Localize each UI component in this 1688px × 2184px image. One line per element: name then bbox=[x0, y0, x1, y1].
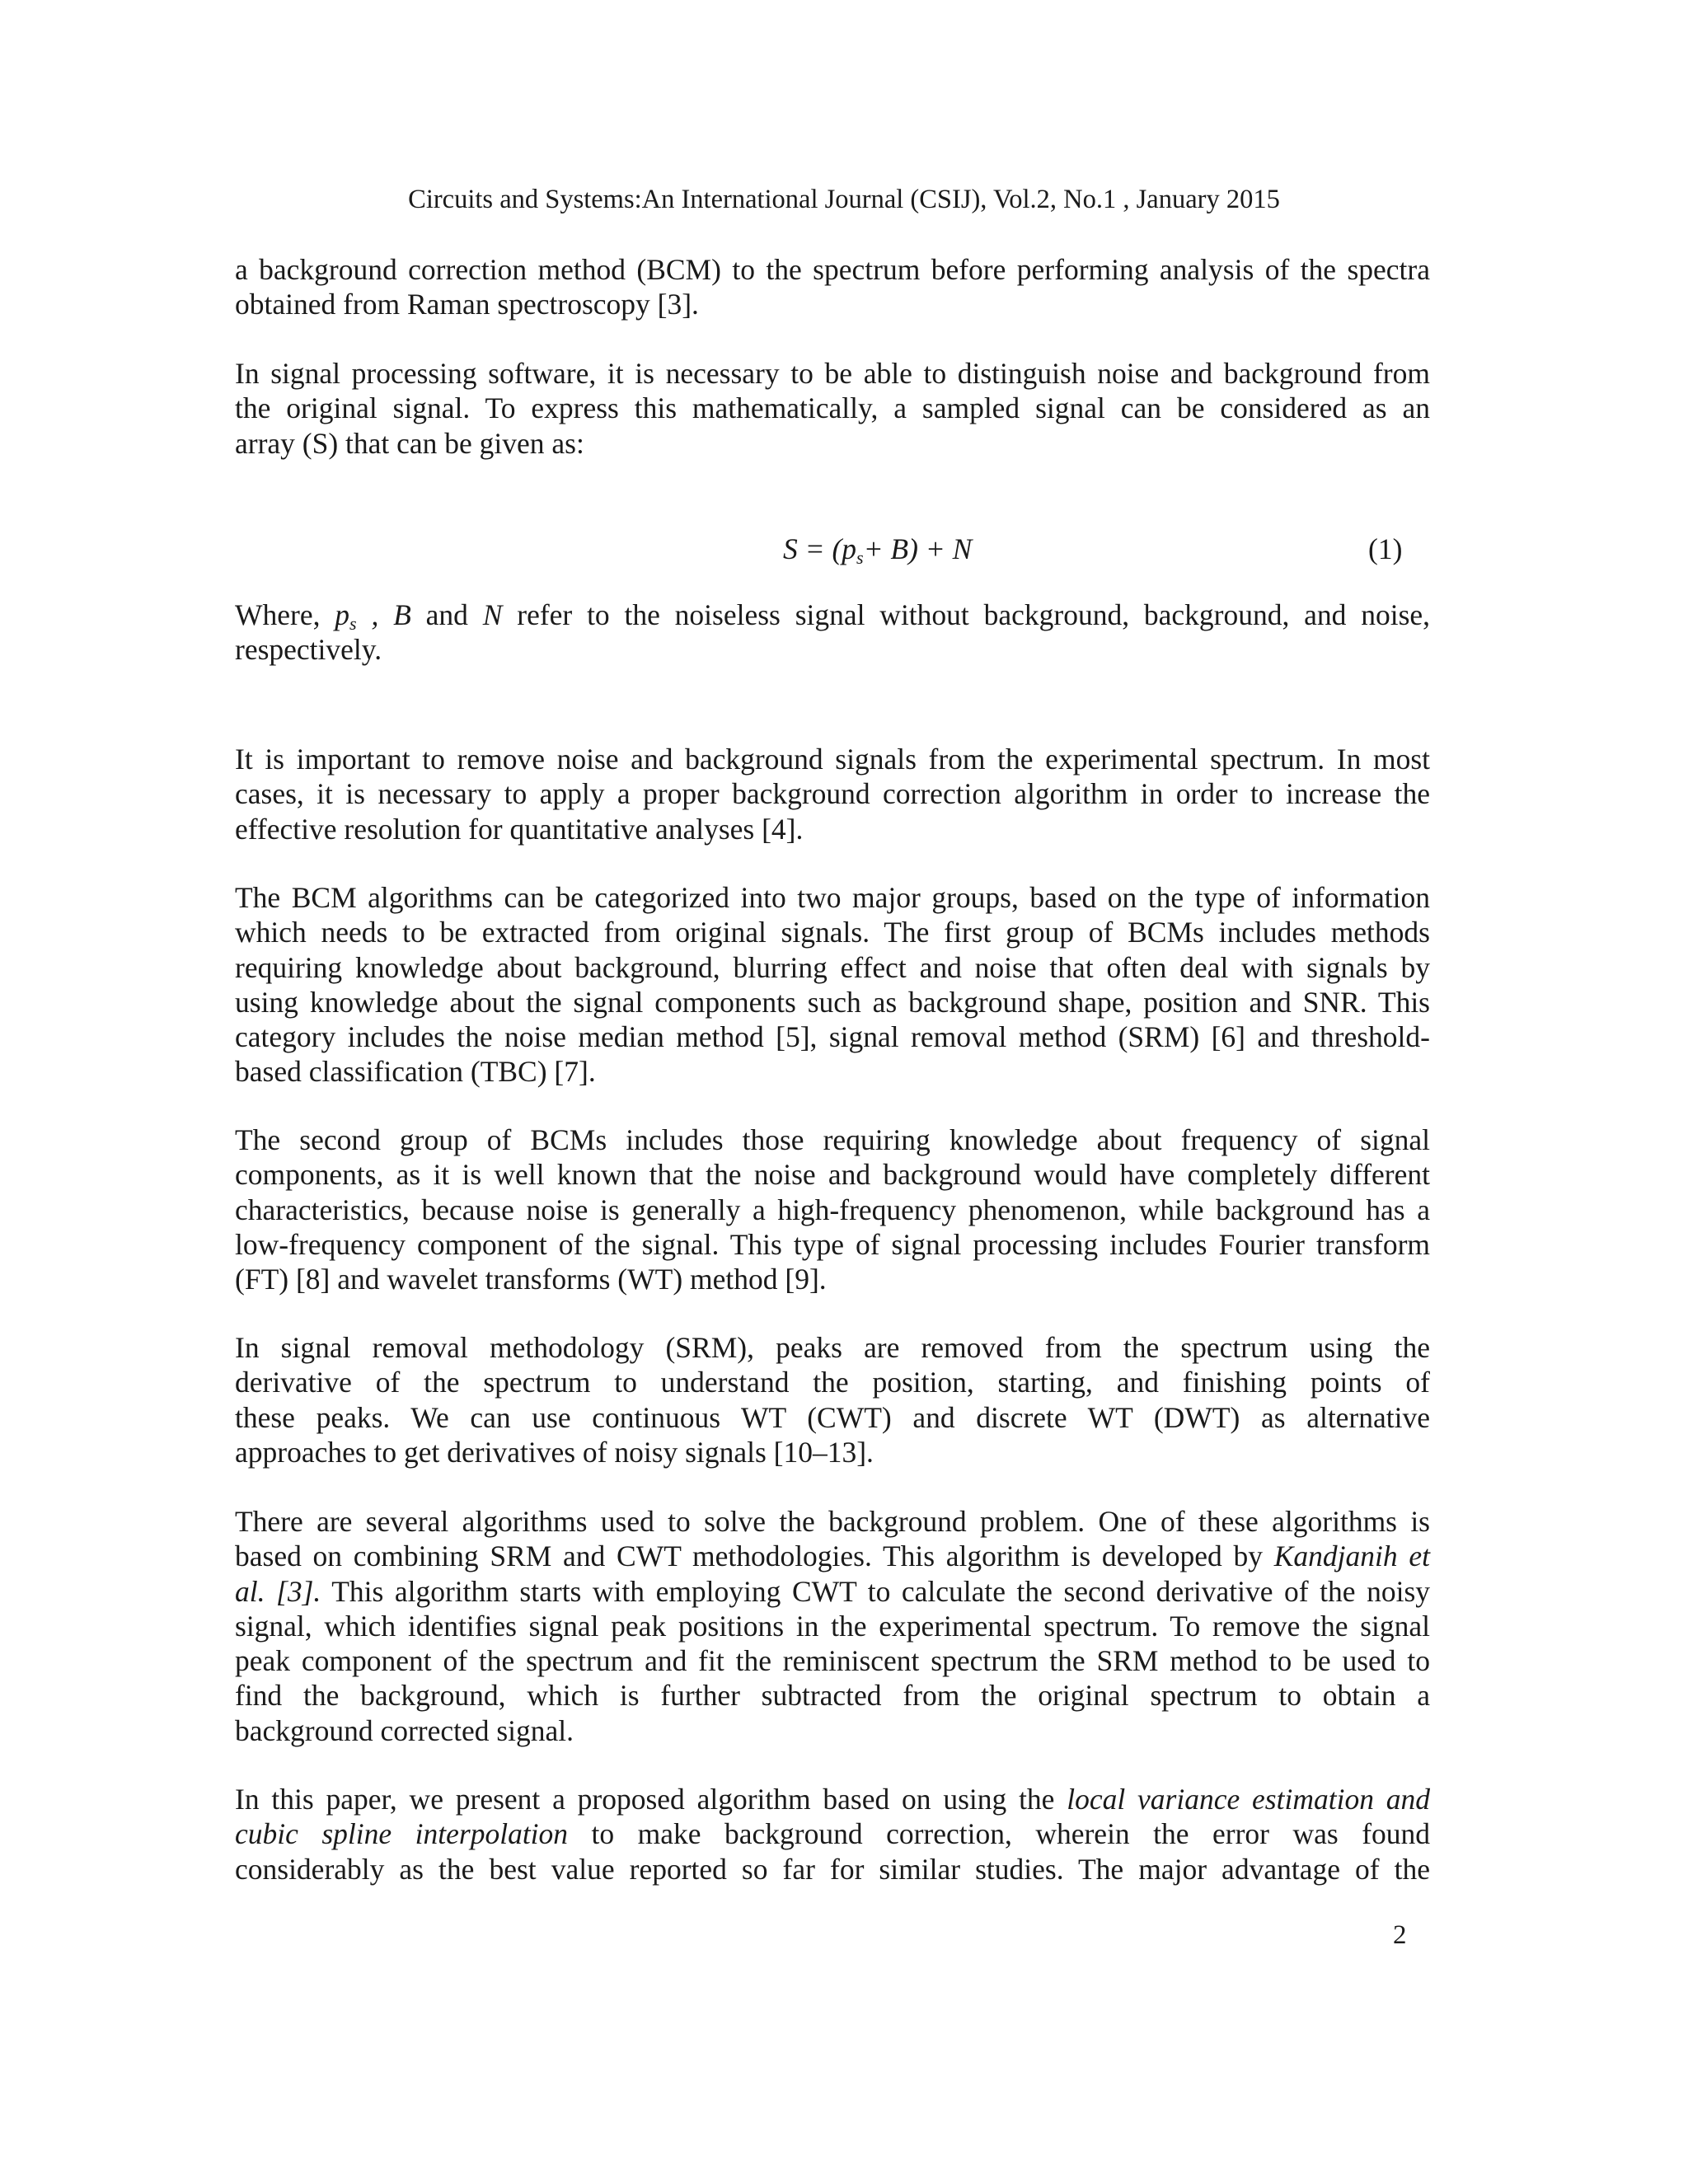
text-line: peak component of the spectrum and fit the reminiscent spectrum the SRM method to be used to bbox=[235, 1644, 1430, 1678]
text-line: signal, which identifies signal peak positions in the experimental spectrum. To remove the signal bbox=[235, 1609, 1430, 1643]
text-line: respectively. bbox=[235, 633, 382, 667]
paragraph-bcm-groups bbox=[235, 880, 1430, 1090]
text-line: background corrected signal. bbox=[235, 1713, 574, 1747]
text-line: There are several algorithms used to solve the background problem. One of these algorithms is bbox=[235, 1505, 1430, 1538]
text-line: The BCM algorithms can be categorized into two major groups, based on the type of information bbox=[235, 881, 1430, 914]
text-line: (FT) [8] and wavelet transforms (WT) method [9]. bbox=[235, 1263, 827, 1296]
paragraph-signal-processing bbox=[235, 356, 1430, 461]
symbol-ps: $p_s$ bbox=[335, 598, 357, 634]
journal-header: Circuits and Systems:An International Journal (CSIJ), Vol.2, No.1 , January 2015 bbox=[408, 185, 1280, 214]
text-line: array (S) that can be given as: bbox=[235, 426, 584, 460]
text-line: cases, it is necessary to apply a proper background correction algorithm in order to increase the bbox=[235, 777, 1430, 811]
text-segment: to make background correction, wherein the error was found bbox=[591, 1817, 1431, 1851]
where-rest: refer to the noiseless signal without background, background, and noise, bbox=[517, 598, 1431, 631]
text-line bbox=[235, 1816, 1430, 1851]
equation-1 bbox=[783, 532, 972, 566]
paragraph-importance bbox=[235, 742, 1430, 846]
text-line bbox=[235, 1782, 1430, 1816]
page-number: 2 bbox=[1393, 1920, 1407, 1950]
text-line: effective resolution for quantitative analyses [4]. bbox=[235, 812, 804, 846]
equation-lhs: S = (p bbox=[783, 532, 857, 565]
equation-number: (1) bbox=[1368, 532, 1403, 565]
paragraph-where bbox=[235, 598, 1430, 668]
text-line bbox=[235, 1539, 1430, 1573]
text-line: requiring knowledge about background, blurring effect and noise that often deal with signals by bbox=[235, 950, 1430, 984]
text-line: characteristics, because noise is generally a high-frequency phenomenon, while background has a bbox=[235, 1193, 1430, 1226]
text-line: find the background, which is further subtracted from the original spectrum to obtain a bbox=[235, 1679, 1430, 1713]
equation-rhs: + B) + N bbox=[863, 532, 973, 565]
emphasis-method: local variance estimation and bbox=[1067, 1783, 1431, 1816]
paragraph-second-group bbox=[235, 1122, 1430, 1296]
and-word: and bbox=[425, 598, 468, 631]
paragraph-srm bbox=[235, 1330, 1430, 1469]
text-line: the original signal. To express this mathematically, a sampled signal can be considered as an bbox=[235, 391, 1430, 425]
symbol-b: B bbox=[393, 598, 411, 631]
text-segment: This algorithm starts with employing CWT to calculate the second derivative of the noisy bbox=[331, 1574, 1431, 1608]
paragraph-proposed bbox=[235, 1782, 1430, 1886]
text-line: In signal removal methodology (SRM), peaks are removed from the spectrum using the bbox=[235, 1331, 1430, 1364]
citation-ref: al. [3]. bbox=[235, 1574, 321, 1608]
text-line: It is important to remove noise and background signals from the experimental spectrum. In most bbox=[235, 743, 1430, 776]
text-line: category includes the noise median method [5], signal removal method (SRM) [6] and threshold- bbox=[235, 1020, 1430, 1054]
citation-author: Kandjanih et bbox=[1273, 1540, 1430, 1573]
text-line: approaches to get derivatives of noisy signals [10–13]. bbox=[235, 1435, 874, 1469]
emphasis-method: cubic spline interpolation bbox=[235, 1817, 569, 1851]
text-line: a background correction method (BCM) to the spectrum before performing analysis of the spectra bbox=[235, 253, 1430, 286]
text-segment: In this paper, we present a proposed algorithm based on using the bbox=[235, 1783, 1055, 1816]
paragraph-bcm-intro bbox=[235, 252, 1430, 322]
paragraph-algorithms bbox=[235, 1504, 1430, 1748]
text-line: these peaks. We can use continuous WT (CWT) and discrete WT (DWT) as alternative bbox=[235, 1400, 1430, 1434]
text-line: obtained from Raman spectroscopy [3]. bbox=[235, 288, 699, 321]
comma: , bbox=[371, 598, 379, 631]
text-line bbox=[235, 598, 1430, 632]
text-line: based classification (TBC) [7]. bbox=[235, 1055, 596, 1089]
equation-subscript: s bbox=[856, 547, 864, 568]
text-line: which needs to be extracted from original signals. The first group of BCMs includes methods bbox=[235, 916, 1430, 949]
text-line: components, as it is well known that the noise and background would have completely different bbox=[235, 1158, 1430, 1192]
text-line: considerably as the best value reported so far for similar studies. The major advantage of the bbox=[235, 1852, 1430, 1886]
text-segment: based on combining SRM and CWT methodologies. This algorithm is developed by bbox=[235, 1540, 1264, 1573]
text-line: low-frequency component of the signal. This type of signal processing includes Fourier transform bbox=[235, 1227, 1430, 1261]
text-line: derivative of the spectrum to understand the position, starting, and finishing points of bbox=[235, 1366, 1430, 1399]
symbol-n: N bbox=[482, 598, 503, 631]
text-line bbox=[235, 1574, 1430, 1609]
where-label: Where, bbox=[235, 598, 321, 631]
text-line: using knowledge about the signal components such as background shape, position and SNR. This bbox=[235, 985, 1430, 1019]
text-line: The second group of BCMs includes those requiring knowledge about frequency of signal bbox=[235, 1123, 1430, 1156]
text-line: In signal processing software, it is necessary to be able to distinguish noise and background from bbox=[235, 357, 1430, 390]
